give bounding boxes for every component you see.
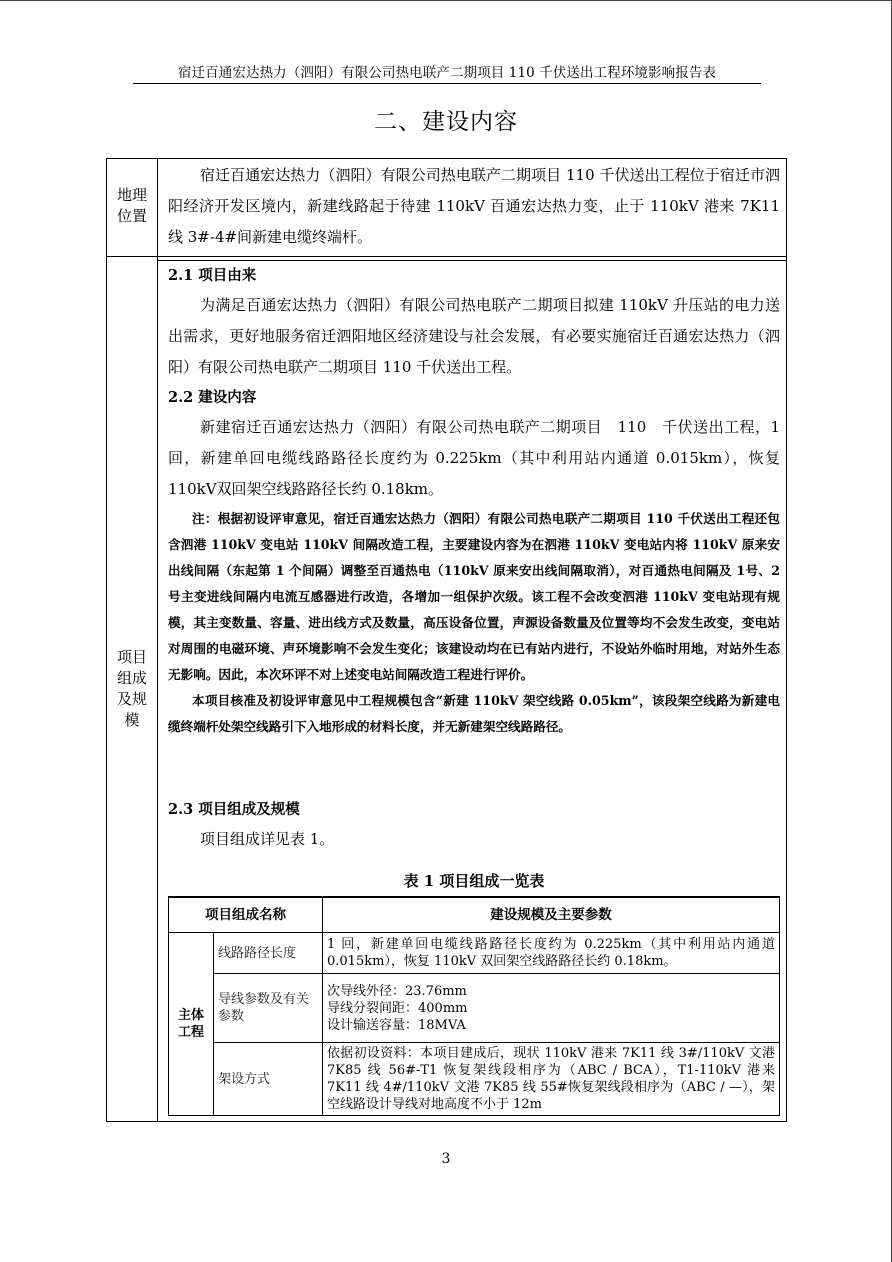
- composition-label: [107, 647, 157, 731]
- table-header-params: 建设规模及主要参数: [323, 897, 780, 933]
- paragraph-2-2: 新建宿迁百通宏达热力（泗阳）有限公司热电联产二期项目 110 千伏送出工程，1 回，新建单回电缆线路路径长度约为 0.225km（其中利用站内通道 0.015km），恢复 110kV双回架空线路路径长约 0.18km。: [168, 418, 780, 498]
- header-rule: [133, 83, 761, 84]
- page-number: 3: [441, 1151, 451, 1167]
- table-row: [169, 1043, 780, 1116]
- paragraph-2-1: 为满足百通宏达热力（泗阳）有限公司热电联产二期项目拟建 110kV 升压站的电力送出需求，更好地服务宿迁泗阳地区经济建设与社会发展，有必要实施宿迁百通宏达热力（泗阳）有限公司热电联产二期项目 110 千伏送出工程。: [168, 296, 780, 376]
- table-group-label: 主体工程: [169, 933, 214, 1116]
- composition-label-line3: 及规: [116, 690, 147, 708]
- note-block: [168, 506, 780, 740]
- composition-label-line2: 组成: [116, 669, 147, 687]
- note-paragraph-1: 注：根据初设评审意见，宿迁百通宏达热力（泗阳）有限公司热电联产二期项目 110 千伏送出工程还包含泗港 110kV 变电站 110kV 间隔改造工程，主要建设内容为在泗港 110kV 变电站内将 110kV 原来安出线间隔（东起第 1 个间隔）调整至百通热电（110kV 原来安出线间隔取消），对百通热电间隔及 1号、2 号主变进线间隔内电流互感器进行改造，各增加一组保护次级。该工程不会改变泗港 110kV 变电站现有规模，其主变数量、容量、进出线方式及数量，高压设备位置，声源设备数量及位置等均不会发生改变，变电站对周围的电磁环境、声环境影响不会发生变化；该建设动均在已有站内进行，不设站外临时用地，对站外生态无影响。因此，本次环评不对上述变电站间隔改造工程进行评价。: [168, 511, 780, 682]
- page-top-edge: [0, 0, 892, 1]
- composition-label-line4: 模: [124, 711, 140, 729]
- heading-2-2: 2.2 建设内容: [168, 389, 257, 406]
- table-row-name: 架设方式: [214, 1043, 323, 1116]
- heading-2-1: 2.1 项目由来: [168, 267, 257, 284]
- section-2-3: [168, 796, 780, 855]
- paragraph-2-3: 项目组成详见表 1。: [200, 830, 335, 848]
- location-label-line2: 位置: [116, 207, 147, 225]
- table-row-value: 1 回，新建单回电缆线路路径长度约为 0.225km（其中利用站内通道 0.015km），恢复 110kV 双回架空线路路径长约 0.18km。: [323, 933, 780, 974]
- table-header-row: [169, 897, 780, 933]
- location-label-line1: 地理: [116, 186, 147, 204]
- section-2-2: [168, 384, 780, 505]
- location-text: 宿迁百通宏达热力（泗阳）有限公司热电联产二期项目 110 千伏送出工程位于宿迁市泗阳经济开发区境内，新建线路起于待建 110kV 百通宏达热力变，止于 110kV 港来 7K11 线 3#-4#间新建电缆终端杆。: [168, 166, 780, 246]
- table-row-value-line: 导线分裂间距：400mm: [327, 1000, 468, 1016]
- table-row-name: 导线参数及有关参数: [214, 974, 323, 1043]
- table-row-name: 线路路径长度: [214, 933, 323, 974]
- location-text-block: [168, 160, 780, 253]
- section-2-1: [168, 262, 780, 383]
- table-row-value: [323, 974, 780, 1043]
- row-divider-location: [106, 256, 787, 257]
- label-column-divider: [157, 158, 158, 1122]
- table-header-name: 项目组成名称: [169, 897, 323, 933]
- table-row: [169, 974, 780, 1043]
- composition-label-line1: 项目: [116, 648, 147, 666]
- note-paragraph-2: 本项目核准及初设评审意见中工程规模包含“新建 110kV 架空线路 0.05km”，该段架空线路为新建电缆终端杆处架空线路引下入地形成的材料长度，并无新建架空线路路径。: [168, 693, 780, 734]
- composition-table: [168, 896, 780, 1116]
- table-caption: 表 1 项目组成一览表: [403, 872, 545, 890]
- table-row: [169, 933, 780, 974]
- table-row-value-line: 设计输送容量：18MVA: [327, 1017, 466, 1033]
- table-row-value-line: 次导线外径：23.76mm: [327, 983, 467, 999]
- row-divider-inner: [158, 260, 787, 261]
- section-title: 二、建设内容: [374, 109, 518, 135]
- location-label: [107, 185, 157, 227]
- running-header: 宿迁百通宏达热力（泗阳）有限公司热电联产二期项目 110 千伏送出工程环境影响报告表: [177, 65, 717, 81]
- heading-2-3: 2.3 项目组成及规模: [168, 801, 300, 818]
- table-row-value: 依据初设资料：本项目建成后，现状 110kV 港来 7K11 线 3#/110kV 文港 7K85 线 56#-T1 恢复架线段相序为（ABC / BCA），T1-110kV 港来 7K11 线 4#/110kV 文港 7K85 线 55#恢复架线段相序为（ABC / —），架空线路设计导线对地高度不小于 12m: [323, 1043, 780, 1116]
